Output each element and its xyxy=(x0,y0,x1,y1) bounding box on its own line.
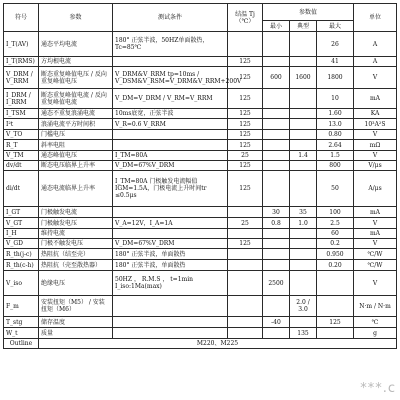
cell-symbol: I²t xyxy=(4,119,39,130)
table-row xyxy=(4,171,397,207)
cell-min xyxy=(263,109,290,119)
cell-max xyxy=(317,328,354,339)
cell-tj: 125 xyxy=(228,140,263,151)
table-row xyxy=(4,229,397,239)
cell-typ: 1600 xyxy=(290,67,317,89)
cell-typ: 135 xyxy=(290,328,317,339)
cell-max: 100 xyxy=(317,207,354,218)
cell-unit: mA xyxy=(354,207,397,218)
cell-typ xyxy=(290,229,317,239)
cell-conditions: 50HZ ， R.M.S ， t=1min I_iso:1Ma(max) xyxy=(113,271,228,296)
cell-max: 41 xyxy=(317,57,354,67)
cell-min: 2500 xyxy=(263,271,290,296)
cell-parameter: 热阻抗（壳至散热器） xyxy=(39,260,113,271)
cell-max xyxy=(317,296,354,317)
cell-typ xyxy=(290,140,317,151)
cell-symbol: V_TO xyxy=(4,130,39,140)
cell-max: 1.60 xyxy=(317,109,354,119)
cell-typ xyxy=(290,260,317,271)
cell-symbol: V_GT xyxy=(4,218,39,229)
cell-max: 0.2 xyxy=(317,239,354,249)
cell-parameter: 维持电流 xyxy=(39,229,113,239)
cell-max: 13.0 xyxy=(317,119,354,130)
header-symbol: 符号 xyxy=(4,4,39,32)
table-row xyxy=(4,328,397,339)
cell-tj: 125 xyxy=(228,89,263,109)
cell-max: 800 xyxy=(317,161,354,171)
cell-unit: KA xyxy=(354,109,397,119)
cell-typ: 1.0 xyxy=(290,218,317,229)
cell-max: 1.5 xyxy=(317,151,354,161)
cell-parameter: 通态电流临界上升率 xyxy=(39,171,113,207)
cell-parameter: 质量 xyxy=(39,328,113,339)
cell-conditions: V_A=12V，I_A=1A xyxy=(113,218,228,229)
table-row xyxy=(4,239,397,249)
cell-typ xyxy=(290,130,317,140)
cell-conditions: 180° 正弦半波，50HZ单面散热，Tc=85℃ xyxy=(113,32,228,57)
spec-body xyxy=(4,32,397,339)
outline-label: Outline xyxy=(4,339,39,349)
table-row xyxy=(4,271,397,296)
table-row xyxy=(4,109,397,119)
cell-conditions: 180° 正弦半波，单面散热 xyxy=(113,260,228,271)
cell-typ xyxy=(290,249,317,260)
header-parameter: 参数 xyxy=(39,4,113,32)
cell-symbol: R_T xyxy=(4,140,39,151)
header-values: 参数值 xyxy=(263,4,354,21)
cell-unit: ℃ xyxy=(354,317,397,328)
table-row xyxy=(4,317,397,328)
cell-symbol: I_GT xyxy=(4,207,39,218)
cell-typ xyxy=(290,161,317,171)
cell-conditions: V_DM=V_DRM / V_RM=V_RRM xyxy=(113,89,228,109)
header-tj: 结温 Tj（℃） xyxy=(228,4,263,32)
cell-unit: V xyxy=(354,151,397,161)
cell-symbol: I_H xyxy=(4,229,39,239)
cell-conditions: V_DRM&V_RRM tp=10ms / V_DSM&V_RSM=V_DRM&V_RRM+200V xyxy=(113,67,228,89)
header-min: 最小 xyxy=(263,21,290,32)
cell-tj xyxy=(228,229,263,239)
cell-max: 1800 xyxy=(317,67,354,89)
table-row xyxy=(4,67,397,89)
cell-min xyxy=(263,119,290,130)
cell-symbol: W_t xyxy=(4,328,39,339)
cell-unit: ℃/W xyxy=(354,260,397,271)
table-row xyxy=(4,161,397,171)
cell-parameter: 断态重复峰值电压 / 反向重复峰值电压 xyxy=(39,67,113,89)
cell-min xyxy=(263,260,290,271)
table-row xyxy=(4,119,397,130)
cell-tj: 125 xyxy=(228,109,263,119)
cell-conditions xyxy=(113,140,228,151)
header-max: 最大 xyxy=(317,21,354,32)
cell-min: 30 xyxy=(263,207,290,218)
cell-typ xyxy=(290,119,317,130)
table-row xyxy=(4,140,397,151)
cell-max: 50 xyxy=(317,171,354,207)
cell-conditions: I_TM=80A xyxy=(113,151,228,161)
cell-parameter: 断态重复峰值电流 / 反向重复峰值电流 xyxy=(39,89,113,109)
cell-symbol: V_TM xyxy=(4,151,39,161)
cell-tj xyxy=(228,260,263,271)
cell-unit: A xyxy=(354,57,397,67)
watermark: ***.c xyxy=(360,381,396,396)
cell-typ xyxy=(290,89,317,109)
table-row xyxy=(4,260,397,271)
cell-conditions xyxy=(113,130,228,140)
cell-unit: V xyxy=(354,218,397,229)
cell-max: 125 xyxy=(317,317,354,328)
cell-tj xyxy=(228,271,263,296)
cell-conditions xyxy=(113,317,228,328)
cell-min xyxy=(263,249,290,260)
cell-conditions: V_R=0.6 V_RRM xyxy=(113,119,228,130)
cell-unit: g xyxy=(354,328,397,339)
cell-max: 2.64 xyxy=(317,140,354,151)
cell-symbol: I_TSM xyxy=(4,109,39,119)
cell-symbol: di/dt xyxy=(4,171,39,207)
cell-typ xyxy=(290,317,317,328)
table-row xyxy=(4,130,397,140)
cell-parameter: 热阻抗（结至壳） xyxy=(39,249,113,260)
cell-tj xyxy=(228,32,263,57)
cell-conditions xyxy=(113,328,228,339)
spec-table xyxy=(3,3,397,349)
cell-tj: 125 xyxy=(228,119,263,130)
cell-symbol: I_DRM / I_RRM xyxy=(4,89,39,109)
cell-parameter: 门极触发电流 xyxy=(39,207,113,218)
cell-conditions xyxy=(113,296,228,317)
cell-typ xyxy=(290,271,317,296)
header-conditions: 测试条件 xyxy=(113,4,228,32)
cell-typ xyxy=(290,32,317,57)
cell-typ: 35 xyxy=(290,207,317,218)
cell-typ xyxy=(290,171,317,207)
cell-typ xyxy=(290,239,317,249)
cell-unit: N·m / N·m xyxy=(354,296,397,317)
cell-symbol: I_T(RMS) xyxy=(4,57,39,67)
cell-max: 0.20 xyxy=(317,260,354,271)
cell-unit: A xyxy=(354,32,397,57)
cell-typ xyxy=(290,57,317,67)
cell-conditions: 180° 正弦半波，单面散热 xyxy=(113,249,228,260)
cell-max xyxy=(317,271,354,296)
cell-unit: V xyxy=(354,130,397,140)
cell-conditions: V_DM=67%V_DRM xyxy=(113,239,228,249)
cell-unit: ℃/W xyxy=(354,249,397,260)
cell-parameter: 安装扭矩（M5） / 安装扭矩（M6） xyxy=(39,296,113,317)
cell-min xyxy=(263,32,290,57)
cell-tj: 125 xyxy=(228,57,263,67)
cell-max: 60 xyxy=(317,229,354,239)
header-typ: 典型 xyxy=(290,21,317,32)
cell-min: 0.8 xyxy=(263,218,290,229)
cell-max: 10 xyxy=(317,89,354,109)
table-row xyxy=(4,296,397,317)
cell-tj: 125 xyxy=(228,239,263,249)
cell-symbol: V_DRM / V_RRM xyxy=(4,67,39,89)
cell-parameter: 断态电压临界上升率 xyxy=(39,161,113,171)
cell-min xyxy=(263,130,290,140)
cell-conditions: I_TM=80A 门极触发电流幅值IGM=1.5A，门极电流上升时间tr ≤0.5μs xyxy=(113,171,228,207)
cell-min xyxy=(263,89,290,109)
cell-max: 2.5 xyxy=(317,218,354,229)
cell-symbol: F_m xyxy=(4,296,39,317)
table-row xyxy=(4,151,397,161)
cell-symbol: V_GD xyxy=(4,239,39,249)
cell-tj: 125 xyxy=(228,161,263,171)
cell-parameter: 通态平均电流 xyxy=(39,32,113,57)
cell-typ: 2.0 / 3.0 xyxy=(290,296,317,317)
cell-tj xyxy=(228,296,263,317)
table-row xyxy=(4,89,397,109)
cell-unit: mA xyxy=(354,89,397,109)
cell-parameter: 浪涌电流平方时间积 xyxy=(39,119,113,130)
cell-min xyxy=(263,328,290,339)
cell-min xyxy=(263,239,290,249)
cell-unit: V/μs xyxy=(354,161,397,171)
table-row xyxy=(4,32,397,57)
table-row xyxy=(4,207,397,218)
cell-unit: V xyxy=(354,67,397,89)
cell-parameter: 门极不触发电压 xyxy=(39,239,113,249)
cell-tj: 25 xyxy=(228,218,263,229)
table-row xyxy=(4,218,397,229)
cell-symbol: R_th(j-c) xyxy=(4,249,39,260)
cell-symbol: V_iso xyxy=(4,271,39,296)
cell-typ: 1.4 xyxy=(290,151,317,161)
cell-parameter: 储存温度 xyxy=(39,317,113,328)
cell-tj xyxy=(228,249,263,260)
cell-max: 0.80 xyxy=(317,130,354,140)
cell-parameter: 门极触发电压 xyxy=(39,218,113,229)
cell-tj xyxy=(228,328,263,339)
cell-typ xyxy=(290,109,317,119)
cell-symbol: R_th(c-h) xyxy=(4,260,39,271)
cell-conditions xyxy=(113,207,228,218)
cell-unit: A/μs xyxy=(354,171,397,207)
cell-parameter: 门槛电压 xyxy=(39,130,113,140)
cell-tj xyxy=(228,207,263,218)
cell-conditions xyxy=(113,57,228,67)
outline-value: M220、M225 xyxy=(39,339,397,349)
cell-unit: V xyxy=(354,271,397,296)
cell-min xyxy=(263,57,290,67)
cell-parameter: 斜率电阻 xyxy=(39,140,113,151)
cell-unit: 10³A²S xyxy=(354,119,397,130)
cell-unit: mΩ xyxy=(354,140,397,151)
cell-min: -40 xyxy=(263,317,290,328)
cell-max: 0.950 xyxy=(317,249,354,260)
cell-tj xyxy=(228,317,263,328)
cell-conditions: V_DM=67%V_DRM xyxy=(113,161,228,171)
cell-symbol: I_T(AV) xyxy=(4,32,39,57)
cell-parameter: 绝缘电压 xyxy=(39,271,113,296)
cell-min: 600 xyxy=(263,67,290,89)
table-row xyxy=(4,249,397,260)
cell-tj: 125 xyxy=(228,130,263,140)
cell-min xyxy=(263,161,290,171)
cell-symbol: T_stg xyxy=(4,317,39,328)
cell-min xyxy=(263,229,290,239)
cell-unit: V xyxy=(354,239,397,249)
cell-parameter: 通态不重复浪涌电流 xyxy=(39,109,113,119)
cell-conditions: 10ms底宽，正弦半波 xyxy=(113,109,228,119)
cell-parameter: 方均根电流 xyxy=(39,57,113,67)
cell-min xyxy=(263,151,290,161)
cell-symbol: dv/dt xyxy=(4,161,39,171)
cell-min xyxy=(263,171,290,207)
cell-max: 26 xyxy=(317,32,354,57)
cell-min xyxy=(263,140,290,151)
cell-min xyxy=(263,296,290,317)
cell-tj: 125 xyxy=(228,67,263,89)
table-row xyxy=(4,57,397,67)
cell-parameter: 通态峰值电压 xyxy=(39,151,113,161)
cell-tj: 125 xyxy=(228,171,263,207)
cell-unit: mA xyxy=(354,229,397,239)
cell-tj: 25 xyxy=(228,151,263,161)
cell-conditions xyxy=(113,229,228,239)
header-unit: 单位 xyxy=(354,4,397,32)
